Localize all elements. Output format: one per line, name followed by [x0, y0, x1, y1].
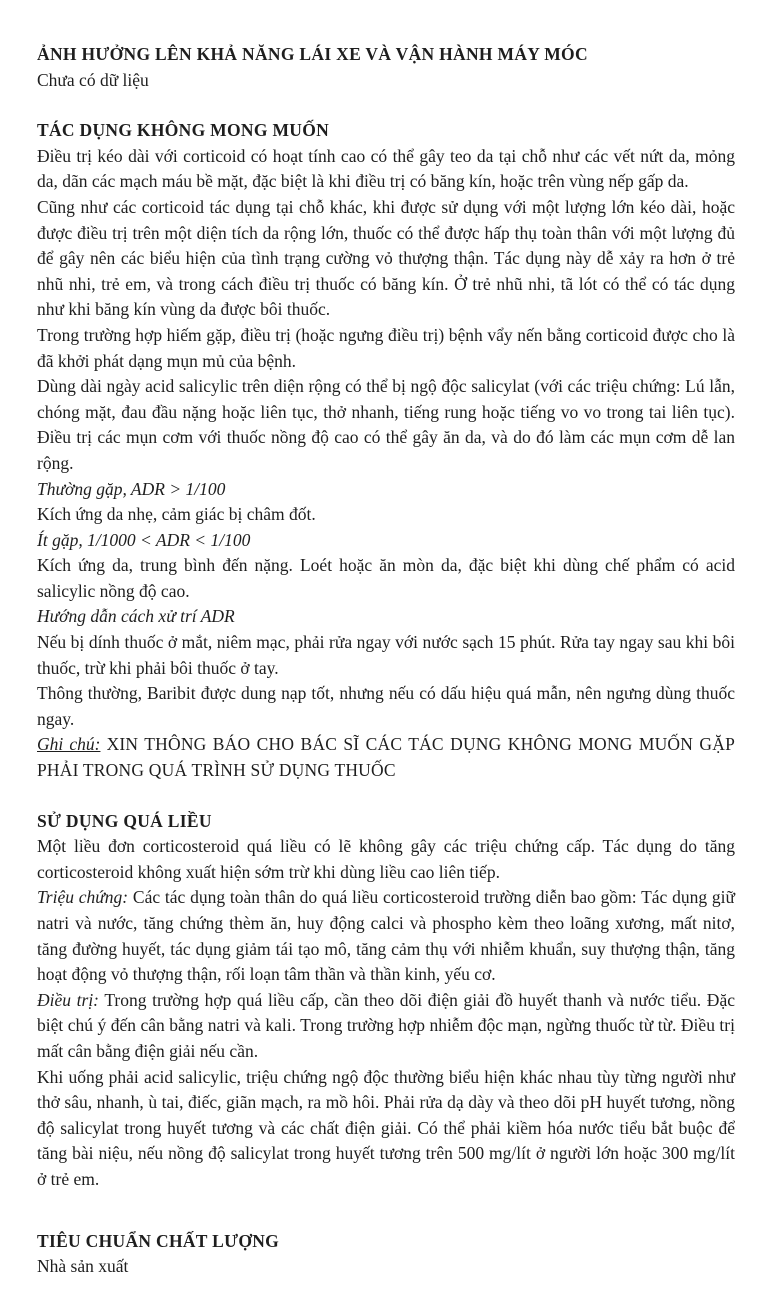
quality-manufacturer-text: Nhà sản xuất [37, 1256, 129, 1277]
adverse-paragraph-4: Dùng dài ngày acid salicylic trên diện rộng có thể bị ngộ độc salicylat (với các triệu chứng: Lú lẫn, chóng mặt, đau đầu nặng hoặc liên tục, thở nhanh, tiếng rung hoặc tiếng vo vo trong tai liên tục). Điều trị các mụn cơm với thuốc nồng độ cao có thể gây ăn da, và do đó làm các mụn cơm dễ lan rộng. [37, 376, 735, 473]
adr-uncommon-frequency-label: Ít gặp, 1/1000 < ADR < 1/100 [37, 529, 251, 550]
section-quality-standard [37, 1229, 735, 1280]
adr-management-paragraph-2: Thông thường, Baribit được dung nạp tốt, nhưng nếu có dấu hiệu quá mẫn, nên ngưng dùng thuốc ngay. [37, 683, 735, 729]
symptoms-text: Các tác dụng toàn thân do quá liều corticosteroid trường diễn bao gồm: Tác dụng giữ natri và nước, tăng chứng thèm ăn, huy động calci và phospho kèm theo loãng xương, mất nitơ, tăng đường huyết, tác dụng giảm tái tạo mô, tăng cảm thụ với nhiễm khuẩn, suy thượng thận, tăng hoạt động vỏ thượng thận, rối loạn tâm thần và thần kinh, yếu cơ. [37, 887, 735, 985]
overdose-symptoms-paragraph [37, 885, 735, 987]
adverse-paragraph-3: Trong trường hợp hiếm gặp, điều trị (hoặc ngưng điều trị) bệnh vẩy nến bằng corticoid được cho là đã khởi phát dạng mụn mủ của bệnh. [37, 324, 735, 371]
treatment-label: Điều trị: [37, 989, 100, 1010]
adr-common-frequency-text: Kích ứng da nhẹ, cảm giác bị châm đốt. [37, 504, 316, 525]
adr-management-label: Hướng dẫn cách xử trí ADR [37, 606, 235, 627]
treatment-text: Trong trường hợp quá liều cấp, cần theo dõi điện giải đồ huyết thanh và nước tiểu. Đặc biệt chú ý đến cân bằng natri và kali. Trong trường hợp nhiễm độc mạn, ngừng thuốc từ từ. Điều trị mất cân bằng điện giải nếu cần. [37, 989, 735, 1061]
section-heading-adverse: TÁC DỤNG KHÔNG MONG MUỐN [37, 120, 330, 141]
overdose-paragraph-2: Khi uống phải acid salicylic, triệu chứng ngộ độc thường biểu hiện khác nhau tùy từng người như thở sâu, nhanh, ù tai, điếc, giãn mạch, ra mồ hôi. Phải rửa dạ dày và theo dõi pH huyết tương, nồng độ salicylat trong huyết tương và các chất điện giải. Có thể phải kiềm hóa nước tiểu bắt buộc để tăng bài niệu, nếu nồng độ salicylat trong huyết tương trên 500 mg/lít ở người lớn hoặc 300 mg/lít ở trẻ em. [37, 1066, 735, 1189]
note-text: XIN THÔNG BÁO CHO BÁC SĨ CÁC TÁC DỤNG KHÔNG MONG MUỐN GẶP PHẢI TRONG QUÁ TRÌNH SỬ DỤNG THUỐC [37, 734, 736, 781]
driving-no-data-text: Chưa có dữ liệu [37, 69, 149, 90]
symptoms-label: Triệu chứng: [37, 887, 129, 908]
section-heading-overdose: SỬ DỤNG QUÁ LIỀU [37, 810, 212, 831]
adverse-paragraph-1: Điều trị kéo dài với corticoid có hoạt tính cao có thể gây teo da tại chỗ như các vết nứt da, mỏng da, dãn các mạch máu bề mặt, đặc biệt là khi điều trị có băng kín, hoặc trên vùng nếp gấp da. [37, 145, 735, 192]
adverse-note-paragraph [37, 732, 735, 783]
overdose-paragraph-1: Một liều đơn corticosteroid quá liều có lẽ không gây các triệu chứng cấp. Tác dụng do tăng corticosteroid không xuất hiện sớm trừ khi dùng liều cao liên tiếp. [37, 836, 735, 882]
section-driving-effects [37, 42, 735, 93]
adr-management-paragraph-1: Nếu bị dính thuốc ở mắt, niêm mạc, phải rửa ngay với nước sạch 15 phút. Rửa tay ngay sau khi bôi thuốc, trừ khi phải bôi thuốc ở tay. [37, 632, 735, 678]
note-label: Ghi chú: [37, 734, 101, 755]
section-heading-quality: TIÊU CHUẨN CHẤT LƯỢNG [37, 1230, 280, 1251]
section-adverse-effects [37, 118, 735, 783]
overdose-treatment-paragraph [37, 988, 735, 1065]
adverse-paragraph-2: Cũng như các corticoid tác dụng tại chỗ khác, khi được sử dụng với một lượng lớn kéo dài, hoặc được điều trị trên một diện tích da rộng lớn, thuốc có thể được hấp thụ toàn thân với một lượng đủ để gây nên các biểu hiện của tình trạng cường vỏ thượng thận. Tác dụng này dễ xảy ra hơn ở trẻ nhũ nhi, trẻ em, và trong cách điều trị thuốc có băng kín. Ở trẻ nhũ nhi, tã lót có thể có tác dụng như khi băng kín vùng da được bôi thuốc. [37, 196, 735, 320]
adr-common-frequency-label: Thường gặp, ADR > 1/100 [37, 478, 226, 499]
section-heading-driving: ẢNH HƯỞNG LÊN KHẢ NĂNG LÁI XE VÀ VẬN HÀNH MÁY MÓC [37, 44, 588, 64]
adr-uncommon-frequency-text: Kích ứng da, trung bình đến nặng. Loét hoặc ăn mòn da, đặc biệt khi dùng chế phẩm có acid salicylic nồng độ cao. [37, 555, 735, 601]
section-overdose [37, 809, 735, 1193]
